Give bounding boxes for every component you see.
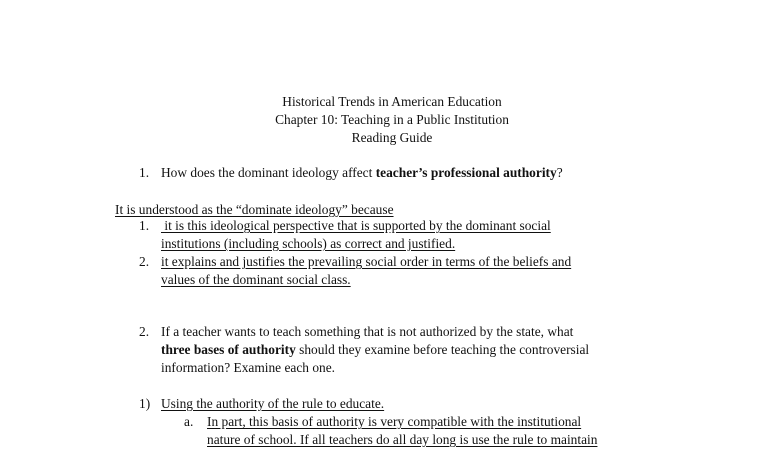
doc-title: Historical Trends in American Education [282, 94, 502, 109]
q2-line1: If a teacher wants to teach something that is not authorized by the state, what [161, 324, 574, 339]
q1-pre: How does the dominant ideology affect [161, 165, 376, 180]
answer1-item1-line2: institutions (including schools) as correct and justified. [161, 236, 456, 251]
answer2-sub-line1: In part, this basis of authority is very compatible with the institutional [207, 414, 582, 429]
answer2-number: 1) [139, 396, 151, 411]
q2-line2 [161, 341, 589, 359]
doc-subtitle: Reading Guide [351, 130, 433, 145]
answer1-item2-line1: it explains and justifies the prevailing social order in terms of the beliefs and [161, 254, 572, 269]
answer1-item1-number: 1. [139, 218, 150, 233]
q2-number: 2. [139, 324, 150, 339]
answer1-item2-line2: values of the dominant social class. [161, 272, 351, 287]
doc-chapter: Chapter 10: Teaching in a Public Institution [275, 112, 509, 127]
q1-text [161, 164, 563, 182]
answer2-heading: Using the authority of the rule to educate. [161, 396, 385, 411]
q1-number: 1. [139, 165, 150, 180]
q1-bold: teacher’s professional authority [375, 165, 557, 180]
answer2-sub-number: a. [184, 414, 194, 429]
q1-post: ? [556, 165, 563, 180]
q2-bold: three bases of authority [161, 342, 296, 357]
q2-line2-rest: should they examine before teaching the controversial [295, 342, 590, 357]
answer2-sub-line2: nature of school. If all teachers do all day long is use the rule to maintain [207, 432, 598, 447]
answer1-item1-line1: it is this ideological perspective that is supported by the dominant social [161, 218, 551, 233]
answer1-item2-number: 2. [139, 254, 150, 269]
q2-line3: information? Examine each one. [161, 360, 336, 375]
answer1-intro: It is understood as the “dominate ideology” because [115, 202, 394, 217]
